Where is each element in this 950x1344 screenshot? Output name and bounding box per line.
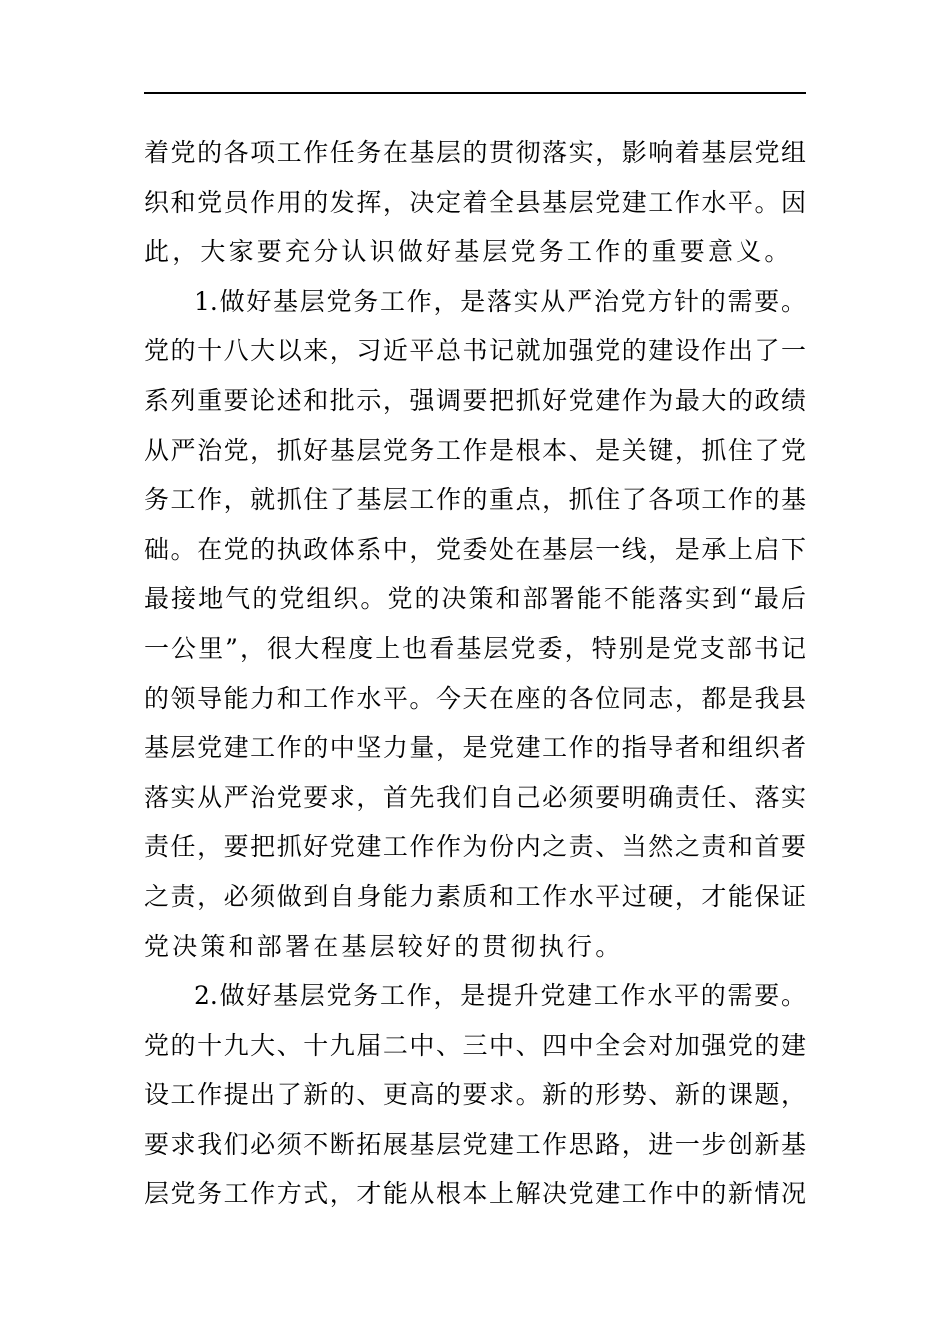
text-line: 之责，必须做到自身能力素质和工作水平过硬，才能保证 — [144, 881, 806, 911]
section-heading-2: 2.做好基层党务工作，是提升党建工作水平的需要。 — [194, 981, 806, 1011]
text-line: 党决策和部署在基层较好的贯彻执行。 — [144, 931, 624, 961]
text-line: 的领导能力和工作水平。今天在座的各位同志，都是我县 — [144, 683, 806, 713]
text-line: 一公里”，很大程度上也看基层党委，特别是党支部书记 — [144, 633, 806, 663]
text-line: 础。在党的执政体系中，党委处在基层一线，是承上启下 — [144, 534, 806, 564]
text-line: 责任，要把抓好党建工作作为份内之责、当然之责和首要 — [144, 832, 806, 862]
text-line: 最接地气的党组织。党的决策和部署能不能落实到“最后 — [144, 584, 806, 614]
text-line: 党的十九大、十九届二中、三中、四中全会对加强党的建 — [144, 1030, 806, 1060]
text-line: 要求我们必须不断拓展基层党建工作思路，进一步创新基 — [144, 1129, 806, 1159]
text-line: 从严治党，抓好基层党务工作是根本、是关键，抓住了党 — [144, 435, 806, 465]
section-heading-1: 1.做好基层党务工作，是落实从严治党方针的需要。 — [194, 286, 806, 316]
text-line: 着党的各项工作任务在基层的贯彻落实，影响着基层党组 — [144, 138, 806, 167]
text-line: 层党务工作方式，才能从根本上解决党建工作中的新情况 — [144, 1179, 806, 1209]
text-line: 党的十八大以来，习近平总书记就加强党的建设作出了一 — [144, 336, 806, 366]
text-line: 基层党建工作的中坚力量，是党建工作的指导者和组织者 — [144, 733, 806, 763]
text-line: 落实从严治党要求，首先我们自己必须要明确责任、落实 — [144, 782, 806, 812]
header-rule — [144, 92, 806, 94]
text-line: 设工作提出了新的、更高的要求。新的形势、新的课题， — [144, 1080, 806, 1110]
text-line: 此，大家要充分认识做好基层党务工作的重要意义。 — [144, 237, 793, 267]
text-line: 织和党员作用的发挥，决定着全县基层党建工作水平。因 — [144, 187, 806, 217]
body-text — [144, 128, 806, 1219]
text-line: 系列重要论述和批示，强调要把抓好党建作为最大的政绩 — [144, 385, 806, 415]
text-line: 务工作，就抓住了基层工作的重点，抓住了各项工作的基 — [144, 485, 806, 515]
